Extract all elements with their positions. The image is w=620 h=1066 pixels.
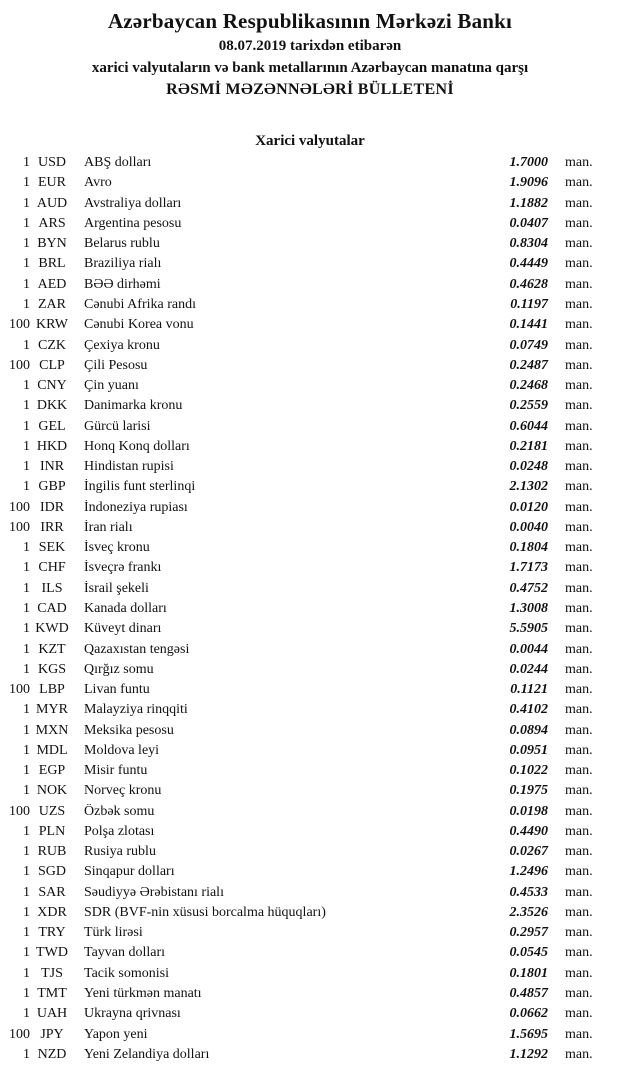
quantity: 1 xyxy=(23,256,30,272)
unit-label: man. xyxy=(565,783,593,799)
quantity: 1 xyxy=(23,925,30,941)
rate-value: 0.0120 xyxy=(509,499,548,515)
currency-code: INR xyxy=(39,459,65,475)
currency-code: CZK xyxy=(38,337,66,353)
currency-code: PLN xyxy=(38,823,66,839)
rate-value: 1.5695 xyxy=(509,1026,548,1042)
unit-label: man. xyxy=(565,438,593,454)
table-row xyxy=(0,234,620,254)
currency-name: Türk lirəsi xyxy=(84,925,143,941)
currency-name: İndoneziya rupiası xyxy=(84,499,188,515)
currency-name: Gürcü larisi xyxy=(84,418,151,434)
unit-label: man. xyxy=(565,1046,593,1062)
unit-label: man. xyxy=(565,702,593,718)
currency-code: BYN xyxy=(37,236,67,252)
table-row xyxy=(0,457,620,477)
rate-value: 0.0198 xyxy=(509,803,548,819)
rate-value: 0.6044 xyxy=(509,418,548,434)
unit-label: man. xyxy=(565,823,593,839)
rate-value: 0.0749 xyxy=(509,337,548,353)
currency-name: Malayziya rinqqiti xyxy=(84,702,188,718)
unit-label: man. xyxy=(565,722,593,738)
currency-name: Polşa zlotası xyxy=(84,823,155,839)
unit-label: man. xyxy=(565,276,593,292)
unit-label: man. xyxy=(565,337,593,353)
rate-value: 0.1121 xyxy=(510,682,548,698)
currency-name: Livan funtu xyxy=(84,682,150,698)
quantity: 1 xyxy=(23,1006,30,1022)
currency-code: BRL xyxy=(38,256,66,272)
currency-code: NZD xyxy=(37,1046,67,1062)
quantity: 1 xyxy=(23,742,30,758)
currency-code: ZAR xyxy=(38,296,66,312)
quantity: 1 xyxy=(23,702,30,718)
quantity: 1 xyxy=(23,884,30,900)
rate-value: 1.7173 xyxy=(509,560,548,576)
quantity: 1 xyxy=(23,763,30,779)
currency-code: SAR xyxy=(38,884,66,900)
quantity: 1 xyxy=(23,236,30,252)
currency-name: Rusiya rublu xyxy=(84,844,156,860)
quantity: 1 xyxy=(23,621,30,637)
rate-value: 0.8304 xyxy=(509,236,548,252)
quantity: 1 xyxy=(23,783,30,799)
unit-label: man. xyxy=(565,803,593,819)
unit-label: man. xyxy=(565,986,593,1002)
quantity: 1 xyxy=(23,540,30,556)
currency-name: Cənubi Afrika randı xyxy=(84,296,196,312)
unit-label: man. xyxy=(565,155,593,171)
table-row xyxy=(0,254,620,274)
quantity: 1 xyxy=(23,418,30,434)
unit-label: man. xyxy=(565,357,593,373)
table-row xyxy=(0,295,620,315)
currency-name: Sinqapur dolları xyxy=(84,864,175,880)
quantity: 1 xyxy=(23,398,30,414)
quantity: 1 xyxy=(23,844,30,860)
currency-name: İran rialı xyxy=(84,519,133,535)
currency-name: Çexiya kronu xyxy=(84,337,160,353)
rate-value: 0.1975 xyxy=(509,783,548,799)
quantity: 100 xyxy=(9,682,30,698)
document-subtitle: xarici valyutaların və bank metallarının Azərbaycan manatına qarşı xyxy=(91,60,529,76)
rate-value: 0.1801 xyxy=(509,965,548,981)
rate-value: 2.1302 xyxy=(509,479,548,495)
quantity: 1 xyxy=(23,337,30,353)
quantity: 1 xyxy=(23,560,30,576)
rate-value: 1.9096 xyxy=(509,175,548,191)
currency-code: CAD xyxy=(37,600,67,616)
currency-name: Argentina pesosu xyxy=(84,215,182,231)
rate-value: 2.3526 xyxy=(509,904,548,920)
currency-name: Özbək somu xyxy=(84,803,155,819)
currency-name: Belarus rublu xyxy=(84,236,160,252)
bulletin-title: RƏSMİ MƏZƏNNƏLƏRİ BÜLLETENİ xyxy=(166,81,454,98)
currency-code: MYR xyxy=(36,702,68,718)
quantity: 100 xyxy=(9,803,30,819)
section-title-foreign-currencies: Xarici valyutalar xyxy=(255,133,365,149)
currency-code: SGD xyxy=(37,864,66,880)
quantity: 1 xyxy=(23,600,30,616)
rate-value: 0.4857 xyxy=(509,986,548,1002)
currency-code: MXN xyxy=(35,722,69,738)
table-row xyxy=(0,396,620,416)
quantity: 100 xyxy=(9,357,30,373)
rate-value: 0.2559 xyxy=(509,398,548,414)
table-row xyxy=(0,639,620,659)
currency-code: UAH xyxy=(36,1006,68,1022)
currency-code: XDR xyxy=(37,904,67,920)
table-row xyxy=(0,883,620,903)
currency-name: Tacik somonisi xyxy=(84,965,169,981)
table-row xyxy=(0,579,620,599)
table-row xyxy=(0,781,620,801)
unit-label: man. xyxy=(565,945,593,961)
rate-value: 0.0267 xyxy=(509,844,548,860)
currency-name: Meksika pesosu xyxy=(84,722,174,738)
table-row xyxy=(0,1024,620,1044)
currency-code: HKD xyxy=(36,438,68,454)
currency-code: NOK xyxy=(36,783,68,799)
quantity: 1 xyxy=(23,904,30,920)
rate-value: 0.1804 xyxy=(509,540,548,556)
bank-title: Azərbaycan Respublikasının Mərkəzi Bankı xyxy=(107,9,513,33)
quantity: 1 xyxy=(23,459,30,475)
rate-value: 0.0545 xyxy=(509,945,548,961)
table-row xyxy=(0,822,620,842)
unit-label: man. xyxy=(565,1006,593,1022)
currency-name: Çili Pesosu xyxy=(84,357,148,373)
currency-code: KGS xyxy=(37,661,66,677)
table-row xyxy=(0,1045,620,1065)
currency-code: IRR xyxy=(40,519,64,535)
currency-name: Kanada dolları xyxy=(84,600,167,616)
unit-label: man. xyxy=(565,256,593,272)
rate-value: 0.4490 xyxy=(509,823,548,839)
rates-table xyxy=(0,153,620,1065)
currency-code: DKK xyxy=(36,398,68,414)
quantity: 1 xyxy=(23,175,30,191)
rate-value: 0.2181 xyxy=(509,438,548,454)
currency-name: Qırğız somu xyxy=(84,661,154,677)
quantity: 1 xyxy=(23,641,30,657)
rate-value: 0.4752 xyxy=(509,580,548,596)
rate-value: 1.2496 xyxy=(509,864,548,880)
currency-code: LBP xyxy=(39,682,65,698)
table-row xyxy=(0,741,620,761)
currency-name: Ukrayna qrivnası xyxy=(84,1006,181,1022)
table-row xyxy=(0,903,620,923)
currency-code: USD xyxy=(37,155,66,171)
unit-label: man. xyxy=(565,600,593,616)
currency-code: ILS xyxy=(41,580,63,596)
currency-code: EGP xyxy=(38,763,66,779)
rate-value: 1.3008 xyxy=(509,600,548,616)
unit-label: man. xyxy=(565,378,593,394)
rate-value: 1.7000 xyxy=(509,155,548,171)
currency-code: GBP xyxy=(38,479,66,495)
effective-date-line: 08.07.2019 tarixdən etibarən xyxy=(218,38,402,54)
table-row xyxy=(0,964,620,984)
rate-value: 1.1882 xyxy=(509,195,548,211)
quantity: 1 xyxy=(23,580,30,596)
unit-label: man. xyxy=(565,479,593,495)
rate-value: 0.4533 xyxy=(509,884,548,900)
table-row xyxy=(0,153,620,173)
currency-code: KZT xyxy=(38,641,66,657)
rate-value: 0.0662 xyxy=(509,1006,548,1022)
table-row xyxy=(0,498,620,518)
currency-name: Qazaxıstan tengəsi xyxy=(84,641,190,657)
quantity: 1 xyxy=(23,296,30,312)
rate-value: 0.4628 xyxy=(509,276,548,292)
unit-label: man. xyxy=(565,580,593,596)
table-row xyxy=(0,477,620,497)
currency-name: Səudiyyə Ərəbistanı rialı xyxy=(84,884,224,900)
unit-label: man. xyxy=(565,864,593,880)
table-row xyxy=(0,984,620,1004)
quantity: 1 xyxy=(23,661,30,677)
unit-label: man. xyxy=(565,621,593,637)
quantity: 1 xyxy=(23,965,30,981)
unit-label: man. xyxy=(565,236,593,252)
unit-label: man. xyxy=(565,499,593,515)
table-row xyxy=(0,437,620,457)
unit-label: man. xyxy=(565,763,593,779)
rate-value: 0.2487 xyxy=(509,357,548,373)
table-row xyxy=(0,538,620,558)
table-row xyxy=(0,619,620,639)
quantity: 1 xyxy=(23,864,30,880)
currency-code: AUD xyxy=(36,195,68,211)
unit-label: man. xyxy=(565,661,593,677)
table-row xyxy=(0,315,620,335)
quantity: 1 xyxy=(23,195,30,211)
currency-name: Hindistan rupisi xyxy=(84,459,174,475)
quantity: 1 xyxy=(23,986,30,1002)
currency-code: UZS xyxy=(38,803,66,819)
quantity: 1 xyxy=(23,1046,30,1062)
currency-name: Moldova leyi xyxy=(84,742,160,758)
currency-code: TWD xyxy=(36,945,68,961)
currency-code: TRY xyxy=(38,925,66,941)
rate-value: 5.5905 xyxy=(509,621,548,637)
currency-name: BƏƏ dirhəmi xyxy=(84,276,161,292)
quantity: 1 xyxy=(23,722,30,738)
unit-label: man. xyxy=(565,965,593,981)
currency-code: TMT xyxy=(37,986,67,1002)
currency-name: İsveçrə frankı xyxy=(84,560,162,576)
quantity: 1 xyxy=(23,479,30,495)
rate-value: 0.1441 xyxy=(509,317,548,333)
currency-name: Küveyt dinarı xyxy=(84,621,162,637)
rate-value: 0.2468 xyxy=(509,378,548,394)
table-row xyxy=(0,802,620,822)
quantity: 1 xyxy=(23,823,30,839)
table-row xyxy=(0,923,620,943)
table-row xyxy=(0,194,620,214)
currency-code: TJS xyxy=(41,965,63,981)
currency-name: SDR (BVF-nin xüsusi borcalma hüquqları) xyxy=(84,904,326,920)
rate-value: 0.1197 xyxy=(510,296,548,312)
table-row xyxy=(0,862,620,882)
table-row xyxy=(0,700,620,720)
table-row xyxy=(0,518,620,538)
unit-label: man. xyxy=(565,844,593,860)
unit-label: man. xyxy=(565,682,593,698)
table-row xyxy=(0,275,620,295)
currency-name: İsrail şekeli xyxy=(84,580,149,596)
currency-name: Norveç kronu xyxy=(84,783,162,799)
quantity: 100 xyxy=(9,499,30,515)
currency-name: Yeni Zelandiya dolları xyxy=(84,1046,210,1062)
table-row xyxy=(0,599,620,619)
rate-value: 0.1022 xyxy=(509,763,548,779)
table-row xyxy=(0,558,620,578)
rate-value: 0.0044 xyxy=(509,641,548,657)
quantity: 1 xyxy=(23,276,30,292)
quantity: 100 xyxy=(9,1026,30,1042)
table-row xyxy=(0,842,620,862)
currency-code: IDR xyxy=(39,499,65,515)
unit-label: man. xyxy=(565,519,593,535)
rate-value: 0.0951 xyxy=(509,742,548,758)
unit-label: man. xyxy=(565,459,593,475)
currency-name: Misir funtu xyxy=(84,763,148,779)
unit-label: man. xyxy=(565,540,593,556)
unit-label: man. xyxy=(565,296,593,312)
currency-code: MDL xyxy=(36,742,68,758)
table-row xyxy=(0,356,620,376)
table-row xyxy=(0,214,620,234)
currency-code: CHF xyxy=(38,560,66,576)
unit-label: man. xyxy=(565,195,593,211)
unit-label: man. xyxy=(565,884,593,900)
table-row xyxy=(0,943,620,963)
currency-name: Avro xyxy=(84,175,112,191)
quantity: 1 xyxy=(23,438,30,454)
currency-name: Cənubi Korea vonu xyxy=(84,317,194,333)
table-row xyxy=(0,660,620,680)
currency-name: Yeni türkmən manatı xyxy=(84,986,202,1002)
unit-label: man. xyxy=(565,418,593,434)
table-row xyxy=(0,761,620,781)
currency-name: ABŞ dolları xyxy=(84,155,152,171)
currency-name: Avstraliya dolları xyxy=(84,195,182,211)
currency-code: SEK xyxy=(38,540,66,556)
quantity: 100 xyxy=(9,317,30,333)
currency-name: Yapon yeni xyxy=(84,1026,148,1042)
rate-value: 0.0040 xyxy=(509,519,548,535)
currency-code: JPY xyxy=(40,1026,64,1042)
currency-code: KWD xyxy=(35,621,69,637)
rate-value: 1.1292 xyxy=(509,1046,548,1062)
unit-label: man. xyxy=(565,1026,593,1042)
unit-label: man. xyxy=(565,904,593,920)
rate-value: 0.0894 xyxy=(509,722,548,738)
currency-code: GEL xyxy=(38,418,66,434)
quantity: 1 xyxy=(23,945,30,961)
unit-label: man. xyxy=(565,641,593,657)
currency-name: Çin yuanı xyxy=(84,378,139,394)
currency-name: Tayvan dolları xyxy=(84,945,166,961)
currency-name: Braziliya rialı xyxy=(84,256,162,272)
table-row xyxy=(0,335,620,355)
currency-code: RUB xyxy=(37,844,67,860)
currency-code: EUR xyxy=(38,175,66,191)
quantity: 1 xyxy=(23,155,30,171)
rate-value: 0.0244 xyxy=(509,661,548,677)
currency-name: İngilis funt sterlinqi xyxy=(84,479,196,495)
currency-name: Danimarka kronu xyxy=(84,398,183,414)
rate-value: 0.4449 xyxy=(509,256,548,272)
rate-value: 0.0248 xyxy=(509,459,548,475)
unit-label: man. xyxy=(565,742,593,758)
table-row xyxy=(0,1004,620,1024)
unit-label: man. xyxy=(565,175,593,191)
unit-label: man. xyxy=(565,317,593,333)
currency-code: CNY xyxy=(37,378,67,394)
document-header xyxy=(0,0,620,101)
unit-label: man. xyxy=(565,215,593,231)
currency-code: ARS xyxy=(38,215,66,231)
currency-name: Honq Konq dolları xyxy=(84,438,190,454)
currency-name: İsveç kronu xyxy=(84,540,150,556)
quantity: 1 xyxy=(23,378,30,394)
unit-label: man. xyxy=(565,925,593,941)
unit-label: man. xyxy=(565,398,593,414)
table-row xyxy=(0,173,620,193)
quantity: 1 xyxy=(23,215,30,231)
quantity: 100 xyxy=(9,519,30,535)
table-row xyxy=(0,680,620,700)
currency-code: CLP xyxy=(39,357,65,373)
table-row xyxy=(0,416,620,436)
rate-value: 0.4102 xyxy=(509,702,548,718)
rate-value: 0.0407 xyxy=(509,215,548,231)
table-row xyxy=(0,376,620,396)
table-row xyxy=(0,720,620,740)
currency-code: AED xyxy=(37,276,67,292)
rate-value: 0.2957 xyxy=(509,925,548,941)
unit-label: man. xyxy=(565,560,593,576)
currency-code: KRW xyxy=(36,317,68,333)
